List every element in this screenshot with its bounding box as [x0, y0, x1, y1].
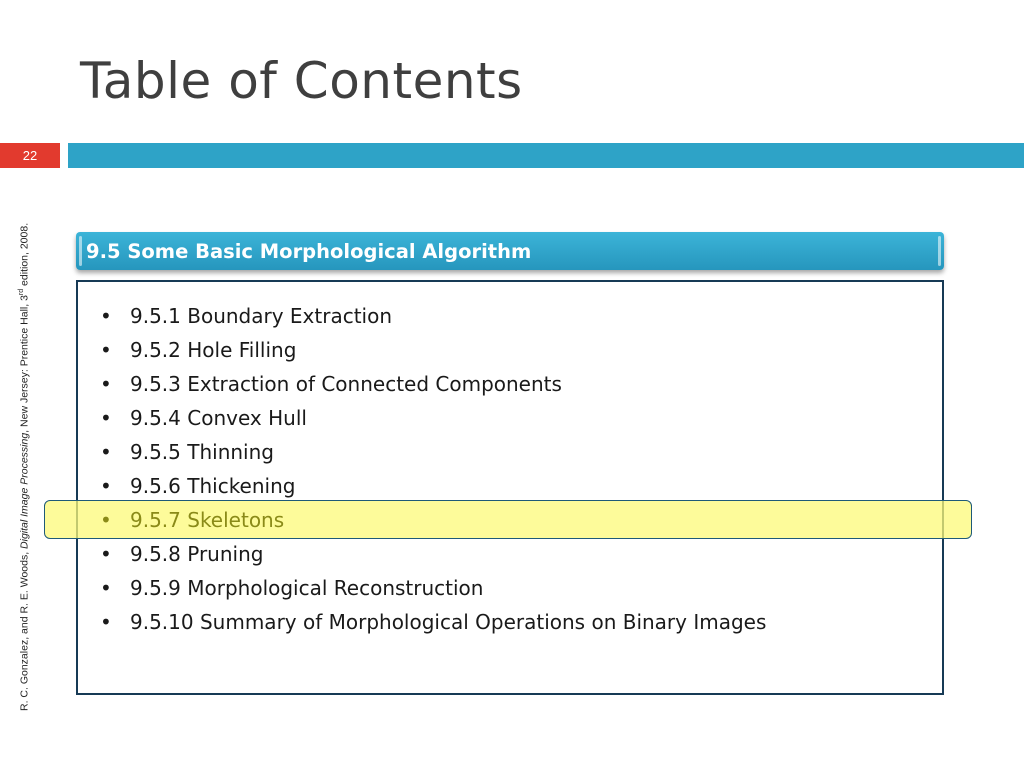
- bullet-icon: •: [100, 304, 112, 328]
- citation-book-title: Digital Image Processing: [18, 432, 31, 549]
- toc-item: [100, 333, 766, 367]
- toc-item-label: 9.5.9 Morphological Reconstruction: [130, 576, 484, 600]
- page-number: 22: [22, 148, 38, 163]
- toc-item-label: 9.5.10 Summary of Morphological Operations on Binary Images: [130, 610, 767, 634]
- toc-item: [100, 299, 766, 333]
- slide-title: Table of Contents: [80, 52, 523, 110]
- toc-item: [100, 571, 766, 605]
- citation-text: [18, 223, 31, 711]
- citation-publisher: , New Jersey: Prentice Hall, 3: [18, 295, 31, 433]
- citation-year: edition, 2008.: [18, 222, 31, 289]
- section-header: [76, 232, 944, 270]
- toc-item-label: 9.5.1 Boundary Extraction: [130, 304, 393, 328]
- toc-item-current: [100, 503, 766, 537]
- bullet-icon: •: [100, 372, 112, 396]
- toc-list: [100, 299, 766, 639]
- toc-item: [100, 435, 766, 469]
- toc-item: [100, 537, 766, 571]
- toc-item-label: 9.5.3 Extraction of Connected Components: [130, 372, 562, 396]
- bullet-icon: •: [100, 508, 112, 532]
- accent-bar: [68, 143, 1024, 168]
- toc-item: [100, 367, 766, 401]
- bullet-icon: •: [100, 338, 112, 362]
- toc-item-label: 9.5.4 Convex Hull: [130, 406, 307, 430]
- header-right-edge: [938, 236, 941, 266]
- toc-item-label: 9.5.8 Pruning: [130, 542, 264, 566]
- citation-edition-suffix: rd: [18, 288, 25, 296]
- toc-item: [100, 605, 766, 639]
- toc-item-label: 9.5.7 Skeletons: [130, 508, 285, 532]
- toc-item-label: 9.5.2 Hole Filling: [130, 338, 297, 362]
- toc-item: [100, 401, 766, 435]
- bullet-icon: •: [100, 474, 112, 498]
- toc-item-label: 9.5.6 Thickening: [130, 474, 296, 498]
- section-header-label: 9.5 Some Basic Morphological Algorithm: [86, 239, 532, 263]
- bullet-icon: •: [100, 440, 112, 464]
- toc-item: [100, 469, 766, 503]
- bullet-icon: •: [100, 406, 112, 430]
- page-number-badge: [0, 143, 60, 168]
- toc-item-label: 9.5.5 Thinning: [130, 440, 274, 464]
- citation-authors: R. C. Gonzalez, and R. E. Woods,: [18, 548, 31, 711]
- header-left-edge: [79, 236, 82, 266]
- bullet-icon: •: [100, 542, 112, 566]
- bullet-icon: •: [100, 576, 112, 600]
- bullet-icon: •: [100, 610, 112, 634]
